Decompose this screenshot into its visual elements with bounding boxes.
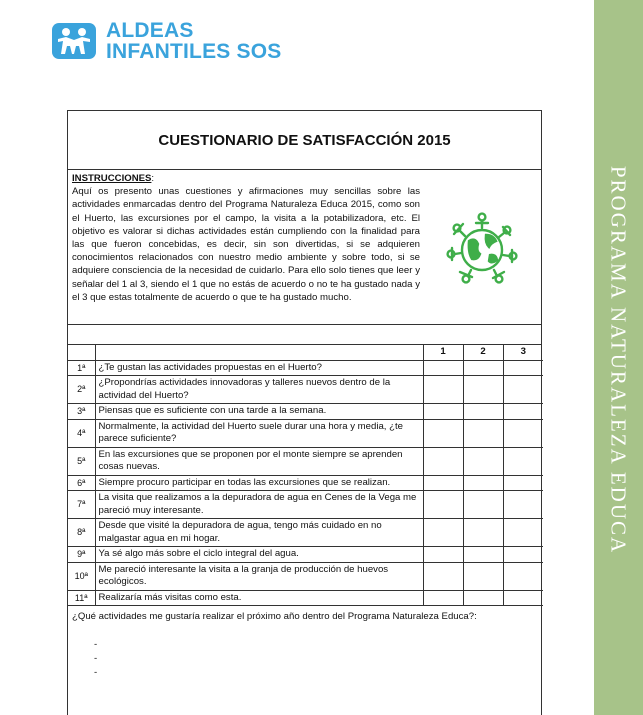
rating-cell-2[interactable] [463, 360, 503, 376]
question-row [68, 519, 543, 547]
rating-header-1: 1 [423, 345, 463, 360]
question-row [68, 491, 543, 519]
question-number: 8ª [68, 519, 95, 547]
instructions-text: INSTRUCCIONES: Aquí os presento unas cuestiones y afirmaciones muy sencillas sobre las actividades enmarcadas dentro del Programa Naturaleza Educa 2015, como son el Huerto, las excursiones por el campo, la visita a la potabilizadora, etc. El objetivo es valorar si dichas actividades están cumpliendo con la finalidad para las que fueron concebidas, es decir, sin son divertidas, si se adquieren conocimientos relacionados con nuestro medio ambiente y sobre todo, si se adquiere consciencia de la necesidad de cuidarlo. Para ello solo tienes que leer y señalar del 1 al 3, siendo el 1 que no estás de acuerdo o no te ha gustado nada y el 3 que estas totalmente de acuerdo o que te ha gustado mucho. [72, 173, 420, 303]
rating-cell-1[interactable] [423, 475, 463, 491]
question-row [68, 360, 543, 376]
form-title: CUESTIONARIO DE SATISFACCIÓN 2015 [68, 111, 541, 170]
children-logo-icon [52, 21, 96, 61]
question-text: Ya sé algo más sobre el ciclo integral del agua. [95, 547, 423, 563]
question-text: Me pareció interesante la visita a la granja de producción de huevos ecológicos. [95, 562, 423, 590]
rating-cell-1[interactable] [423, 360, 463, 376]
open-question-text: ¿Qué actividades me gustaría realizar el próximo año dentro del Programa Naturaleza Educa?: [72, 611, 477, 622]
question-text: En las excursiones que se proponen por el monte siempre se aprenden cosas nuevas. [95, 447, 423, 475]
rating-cell-3[interactable] [503, 447, 543, 475]
rating-header-3: 3 [503, 345, 543, 360]
question-text: Piensas que es suficiente con una tarde a la semana. [95, 404, 423, 420]
questionnaire-form [67, 110, 542, 715]
rating-cell-1[interactable] [423, 376, 463, 404]
question-text: Realizaría más visitas como esta. [95, 590, 423, 606]
rating-cell-1[interactable] [423, 519, 463, 547]
question-text: Siempre procuro participar en todas las excursiones que se realizan. [95, 475, 423, 491]
side-banner-text: PROGRAMA NATURALEZA EDUCA [606, 165, 631, 555]
rating-cell-2[interactable] [463, 491, 503, 519]
rating-header-row [68, 345, 543, 360]
rating-cell-2[interactable] [463, 547, 503, 563]
question-row [68, 419, 543, 447]
question-number: 11ª [68, 590, 95, 606]
question-text: La visita que realizamos a la depuradora de agua en Cenes de la Vega me pareció muy interesante. [95, 491, 423, 519]
question-row [68, 475, 543, 491]
rating-cell-2[interactable] [463, 376, 503, 404]
rating-cell-3[interactable] [503, 562, 543, 590]
question-number: 4ª [68, 419, 95, 447]
rating-cell-3[interactable] [503, 360, 543, 376]
rating-header-2: 2 [463, 345, 503, 360]
question-text: ¿Te gustan las actividades propuestas en el Huerto? [95, 360, 423, 376]
rating-cell-2[interactable] [463, 404, 503, 420]
rating-cell-2[interactable] [463, 562, 503, 590]
aldeas-logo [52, 20, 282, 62]
instructions-heading: INSTRUCCIONES [72, 173, 152, 184]
rating-cell-2[interactable] [463, 447, 503, 475]
instructions-block [68, 170, 541, 325]
rating-cell-3[interactable] [503, 475, 543, 491]
question-row [68, 547, 543, 563]
earth-children-icon [441, 206, 523, 288]
rating-cell-3[interactable] [503, 590, 543, 606]
rating-cell-1[interactable] [423, 491, 463, 519]
answer-line[interactable]: - [94, 653, 98, 664]
rating-cell-3[interactable] [503, 491, 543, 519]
question-row [68, 404, 543, 420]
answer-line[interactable]: - [94, 667, 98, 678]
rating-cell-3[interactable] [503, 519, 543, 547]
logo-line-2: INFANTILES SOS [106, 40, 282, 63]
question-row [68, 447, 543, 475]
rating-cell-3[interactable] [503, 376, 543, 404]
question-text: ¿Propondrías actividades innovadoras y talleres nuevos dentro de la actividad del Huerto? [95, 376, 423, 404]
rating-cell-1[interactable] [423, 547, 463, 563]
question-number: 1ª [68, 360, 95, 376]
question-number: 6ª [68, 475, 95, 491]
rating-cell-1[interactable] [423, 590, 463, 606]
rating-cell-3[interactable] [503, 547, 543, 563]
rating-cell-1[interactable] [423, 419, 463, 447]
answer-line[interactable]: - [94, 639, 98, 650]
question-number: 9ª [68, 547, 95, 563]
rating-cell-3[interactable] [503, 419, 543, 447]
question-text: Normalmente, la actividad del Huerto suele durar una hora y media, ¿te parece suficiente? [95, 419, 423, 447]
question-text: Desde que visité la depuradora de agua, tengo más cuidado en no malgastar agua en mi hogar. [95, 519, 423, 547]
spacer-row [68, 325, 541, 345]
question-number: 7ª [68, 491, 95, 519]
question-number: 2ª [68, 376, 95, 404]
open-question [68, 606, 541, 684]
rating-cell-2[interactable] [463, 519, 503, 547]
rating-cell-1[interactable] [423, 447, 463, 475]
question-row [68, 562, 543, 590]
question-number: 3ª [68, 404, 95, 420]
rating-cell-2[interactable] [463, 475, 503, 491]
question-row [68, 376, 543, 404]
rating-cell-2[interactable] [463, 419, 503, 447]
question-number: 5ª [68, 447, 95, 475]
rating-cell-2[interactable] [463, 590, 503, 606]
instructions-body: Aquí os presento unas cuestiones y afirmaciones muy sencillas sobre las actividades enmarcadas dentro del Programa Naturaleza Educa 2015, como son el Huerto, las excursiones por el campo, la visita a la potabilizadora, etc. El objetivo es valorar si dichas actividades están cumpliendo con la finalidad para las que fueron concebidas, es decir, sin son divertidas, si se adquieren conocimientos relacionados con nuestro medio ambiente y sobre todo, si se adquiere consciencia de la necesidad de cuidarlo. Para ello solo tienes que leer y señalar del 1 al 3, siendo el 1 que no estás de acuerdo o no te ha gustado nada y el 3 que estas totalmente de acuerdo o que te ha gustado mucho. [72, 186, 420, 303]
rating-cell-3[interactable] [503, 404, 543, 420]
question-row [68, 590, 543, 606]
logo-line-1: ALDEAS [106, 19, 194, 42]
question-number: 10ª [68, 562, 95, 590]
earth-illustration [423, 170, 541, 324]
rating-cell-1[interactable] [423, 562, 463, 590]
questions-table [68, 345, 543, 606]
rating-cell-1[interactable] [423, 404, 463, 420]
